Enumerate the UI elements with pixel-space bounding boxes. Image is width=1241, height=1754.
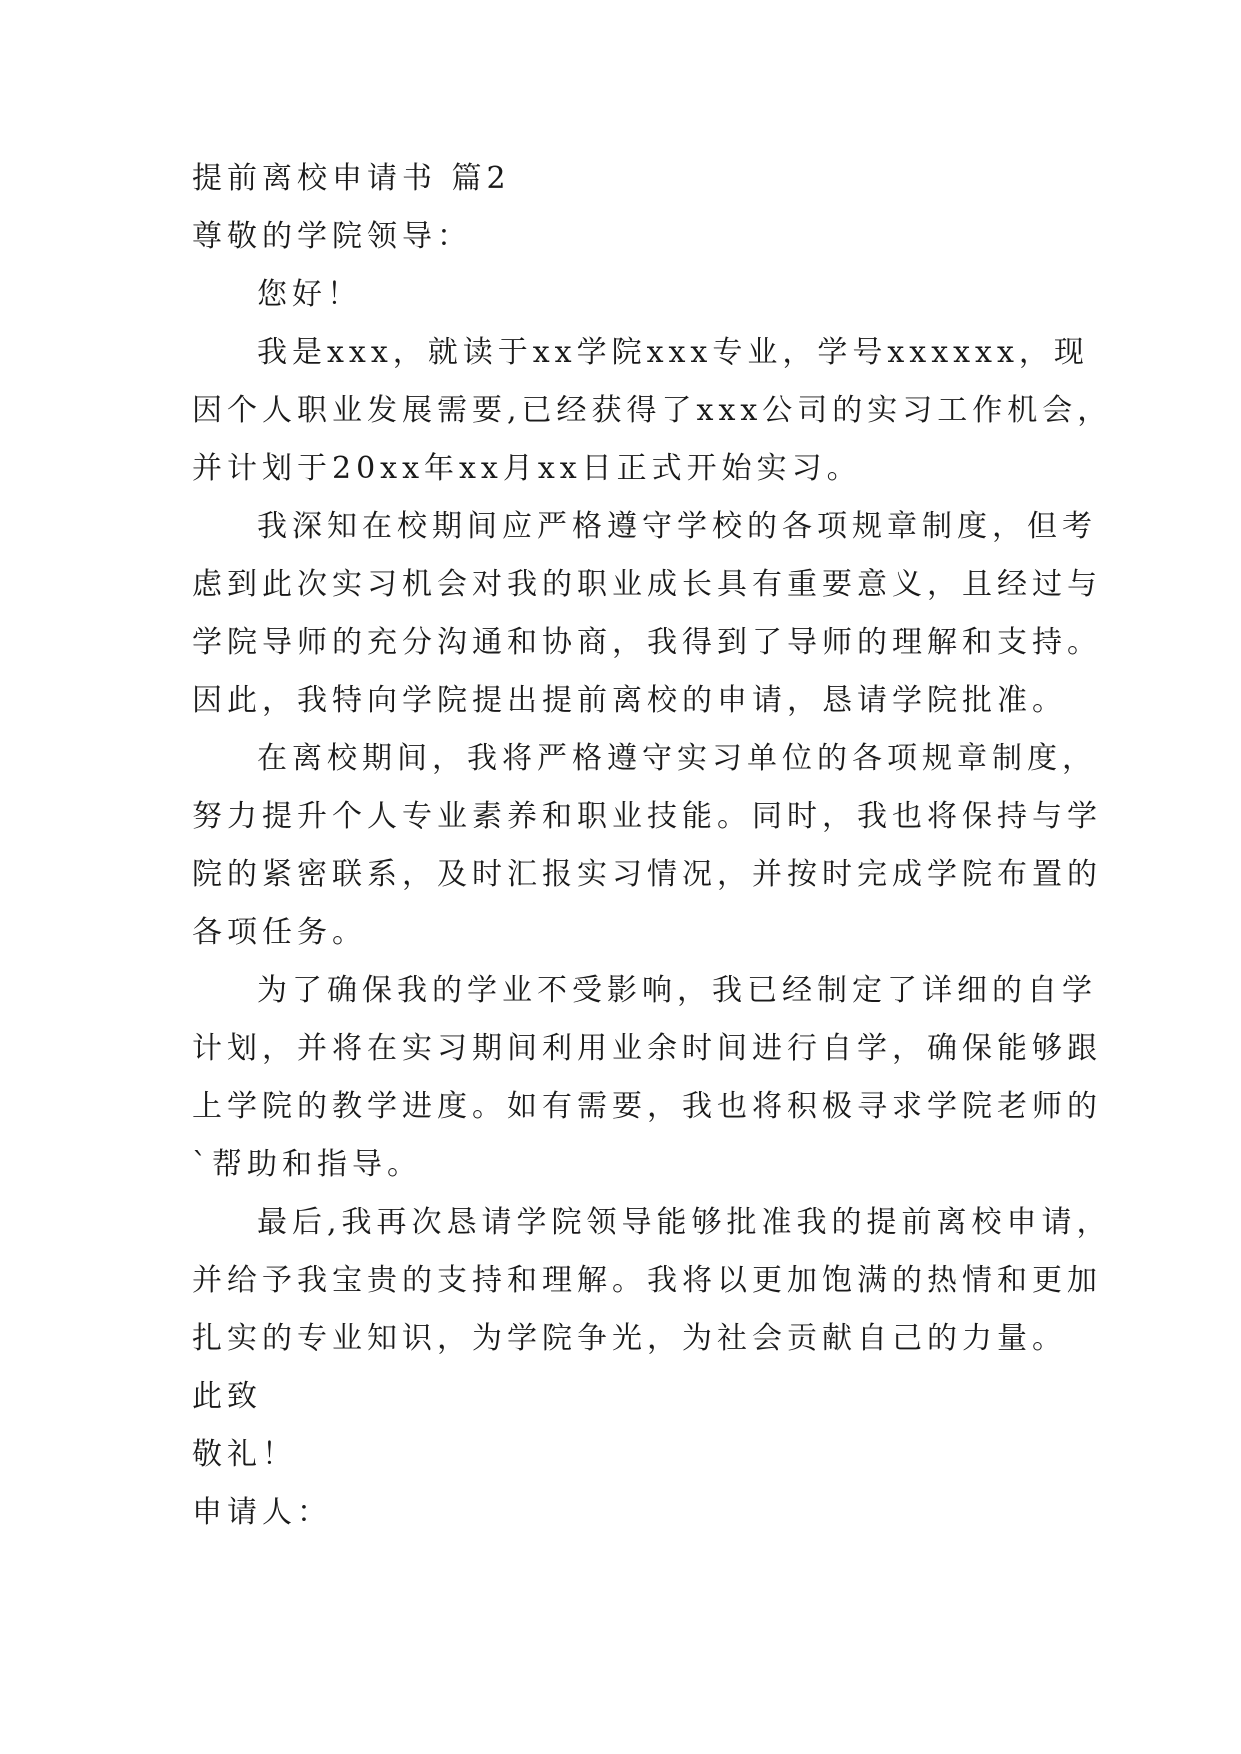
paragraph-line: 努力提升个人专业素养和职业技能。同时，我也将保持与学 — [192, 799, 1102, 834]
greeting: 您好！ — [257, 277, 362, 312]
paragraph-line: 我是xxx，就读于xx学院xxx专业，学号xxxxxx，现 — [257, 335, 1089, 370]
applicant-label: 申请人： — [192, 1495, 332, 1530]
paragraph-line: 学院导师的充分沟通和协商，我得到了导师的理解和支持。 — [192, 625, 1102, 660]
paragraph-line: 在离校期间，我将严格遵守实习单位的各项规章制度， — [257, 741, 1097, 776]
paragraph-2 — [192, 498, 1102, 730]
paragraph-5 — [192, 1194, 1112, 1368]
paragraph-line: 为了确保我的学业不受影响，我已经制定了详细的自学 — [257, 973, 1097, 1008]
paragraph-line: 因此，我特向学院提出提前离校的申请，恳请学院批准。 — [192, 683, 1067, 718]
paragraph-line: 并给予我宝贵的支持和理解。我将以更加饱满的热情和更加 — [192, 1263, 1102, 1298]
paragraph-line: 因个人职业发展需要,已经获得了xxx公司的实习工作机会， — [192, 393, 1113, 428]
paragraph-line: 扎实的专业知识，为学院争光，为社会贡献自己的力量。 — [192, 1321, 1067, 1356]
paragraph-3 — [192, 730, 1102, 962]
paragraph-line: 我深知在校期间应严格遵守学校的各项规章制度，但考 — [257, 509, 1097, 544]
document-body — [192, 150, 1113, 1542]
paragraph-line: 各项任务。 — [192, 915, 367, 950]
paragraph-4 — [192, 962, 1102, 1194]
salutation: 尊敬的学院领导： — [192, 219, 472, 254]
paragraph-line: 上学院的教学进度。如有需要，我也将积极寻求学院老师的 — [192, 1089, 1102, 1124]
paragraph-line: 虑到此次实习机会对我的职业成长具有重要意义，且经过与 — [192, 567, 1102, 602]
closing-line-2: 敬礼！ — [192, 1437, 297, 1472]
paragraph-line: 院的紧密联系，及时汇报实习情况，并按时完成学院布置的 — [192, 857, 1102, 892]
document-title: 提前离校申请书 篇2 — [192, 161, 511, 196]
paragraph-line: 并计划于20xx年xx月xx日正式开始实习。 — [192, 451, 862, 486]
paragraph-line: 计划，并将在实习期间利用业余时间进行自学，确保能够跟 — [192, 1031, 1102, 1066]
paragraph-1 — [192, 324, 1113, 498]
paragraph-line: `帮助和指导。 — [192, 1147, 422, 1182]
closing-line-1: 此致 — [192, 1379, 262, 1414]
paragraph-line: 最后,我再次恳请学院领导能够批准我的提前离校申请， — [257, 1205, 1112, 1240]
